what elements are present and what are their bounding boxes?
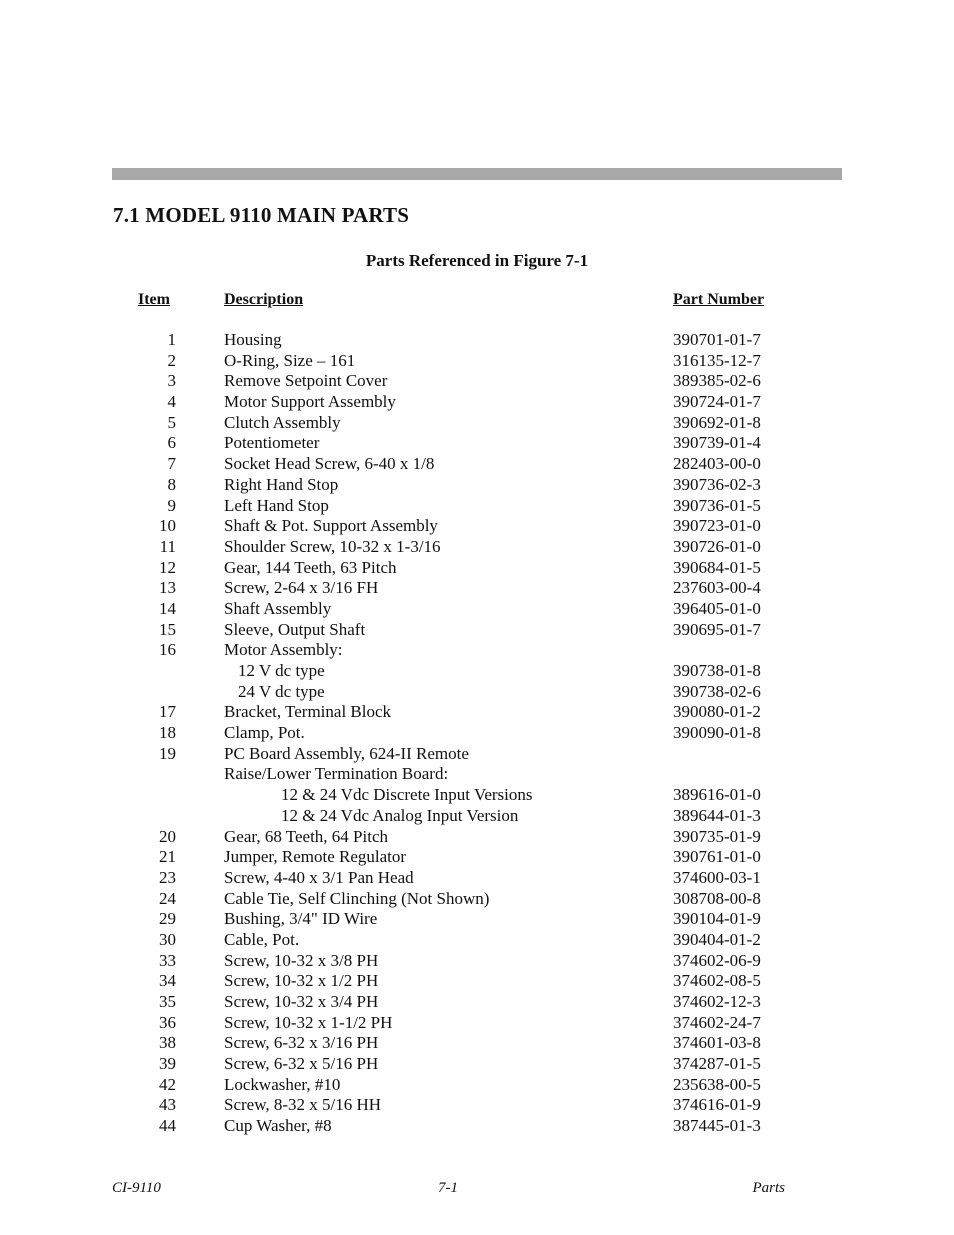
row-description: Screw, 6-32 x 5/16 PH xyxy=(224,1054,379,1074)
row-part-number: 396405-01-0 xyxy=(673,598,761,618)
column-header-description: Description xyxy=(224,291,304,308)
table-row xyxy=(0,558,954,579)
footer-section-name: Parts xyxy=(752,1180,785,1196)
row-item-number: 8 xyxy=(167,474,176,494)
row-part-number: 390736-02-3 xyxy=(673,474,761,494)
table-row xyxy=(0,1075,954,1096)
row-part-number: 390724-01-7 xyxy=(673,392,761,412)
row-description: Screw, 8-32 x 5/16 HH xyxy=(224,1095,382,1115)
section-rule-bar xyxy=(112,168,842,180)
row-part-number: 374601-03-8 xyxy=(673,1033,761,1053)
row-part-number: 389644-01-3 xyxy=(673,805,761,825)
row-description: Screw, 10-32 x 3/4 PH xyxy=(224,992,379,1011)
table-row xyxy=(0,992,954,1013)
row-part-number: 316135-12-7 xyxy=(673,350,761,370)
table-row xyxy=(0,599,954,620)
row-item-number: 6 xyxy=(167,433,176,453)
row-description: Housing xyxy=(224,330,282,349)
table-row xyxy=(0,1116,954,1137)
row-description: Remove Setpoint Cover xyxy=(224,371,388,391)
row-part-number: 374616-01-9 xyxy=(673,1095,761,1115)
row-item-number: 21 xyxy=(159,847,176,867)
table-row xyxy=(0,889,954,910)
row-description: Screw, 2-64 x 3/16 FH xyxy=(224,578,379,598)
row-item-number: 17 xyxy=(159,702,176,722)
row-part-number: 390736-01-5 xyxy=(673,495,761,515)
row-item-number: 13 xyxy=(159,578,176,598)
column-header-item: Item xyxy=(138,291,170,308)
row-part-number: 390104-01-9 xyxy=(673,909,761,929)
table-row xyxy=(0,744,954,765)
row-description: Socket Head Screw, 6-40 x 1/8 xyxy=(224,454,435,474)
row-part-number: 390738-02-6 xyxy=(673,681,761,701)
row-description: Screw, 10-32 x 3/8 PH xyxy=(224,950,379,970)
row-part-number: 390692-01-8 xyxy=(673,412,761,432)
table-row xyxy=(0,951,954,972)
table-row xyxy=(0,1054,954,1075)
table-row xyxy=(0,392,954,413)
row-part-number: 235638-00-5 xyxy=(673,1074,761,1094)
table-row xyxy=(0,930,954,951)
row-description: Screw, 10-32 x 1/2 PH xyxy=(224,971,379,991)
row-description: Clutch Assembly xyxy=(224,412,341,432)
row-description: Bracket, Terminal Block xyxy=(224,702,392,722)
footer-document-id: CI-9110 xyxy=(112,1180,161,1196)
row-item-number: 16 xyxy=(159,640,176,660)
row-item-number: 10 xyxy=(159,516,176,536)
table-row xyxy=(0,516,954,537)
row-description: Shaft Assembly xyxy=(224,598,332,618)
row-part-number: 387445-01-3 xyxy=(673,1116,761,1136)
row-description: 12 & 24 Vdc Analog Input Version xyxy=(281,805,519,825)
table-row xyxy=(0,640,954,661)
table-row xyxy=(0,847,954,868)
table-row xyxy=(0,454,954,475)
row-description: Screw, 6-32 x 3/16 PH xyxy=(224,1033,379,1053)
row-part-number: 389616-01-0 xyxy=(673,785,761,805)
row-description: Motor Assembly: xyxy=(224,640,343,660)
table-row xyxy=(0,475,954,496)
parts-table-body xyxy=(0,330,954,1137)
row-description: Bushing, 3/4" ID Wire xyxy=(224,909,378,929)
row-description: Cable, Pot. xyxy=(224,929,300,949)
row-part-number: 390761-01-0 xyxy=(673,847,761,867)
table-row xyxy=(0,330,954,351)
table-row xyxy=(0,413,954,434)
row-item-number: 14 xyxy=(159,598,176,618)
row-description: 12 V dc type xyxy=(238,661,325,680)
row-item-number: 34 xyxy=(159,971,176,991)
row-part-number: 390684-01-5 xyxy=(673,557,761,577)
row-part-number: 374600-03-1 xyxy=(673,867,761,887)
row-part-number: 390739-01-4 xyxy=(673,433,761,453)
table-row xyxy=(0,785,954,806)
row-description: Clamp, Pot. xyxy=(224,723,305,743)
row-description: Motor Support Assembly xyxy=(224,392,396,412)
row-item-number: 2 xyxy=(167,350,176,370)
row-part-number: 390695-01-7 xyxy=(673,619,761,639)
row-part-number: 237603-00-4 xyxy=(673,578,761,598)
row-item-number: 38 xyxy=(159,1033,176,1053)
table-row xyxy=(0,806,954,827)
row-item-number: 36 xyxy=(159,1012,176,1032)
row-description: Cable Tie, Self Clinching (Not Shown) xyxy=(224,888,490,908)
table-row xyxy=(0,661,954,682)
row-description: O-Ring, Size – 161 xyxy=(224,350,356,370)
table-row xyxy=(0,723,954,744)
row-description: Left Hand Stop xyxy=(224,495,329,515)
table-row xyxy=(0,764,954,785)
table-row xyxy=(0,868,954,889)
row-part-number: 390080-01-2 xyxy=(673,702,761,722)
table-row xyxy=(0,351,954,372)
table-caption: Parts Referenced in Figure 7-1 xyxy=(365,251,589,270)
row-description: 12 & 24 Vdc Discrete Input Versions xyxy=(281,785,533,805)
row-description: Gear, 144 Teeth, 63 Pitch xyxy=(224,557,397,577)
table-row xyxy=(0,971,954,992)
row-item-number: 33 xyxy=(159,950,176,970)
row-part-number: 390726-01-0 xyxy=(673,536,761,556)
table-row xyxy=(0,1095,954,1116)
row-part-number: 390723-01-0 xyxy=(673,516,761,536)
row-item-number: 20 xyxy=(159,826,176,846)
table-row xyxy=(0,827,954,848)
row-item-number: 43 xyxy=(159,1095,176,1115)
row-description: 24 V dc type xyxy=(238,681,325,701)
row-part-number: 374602-08-5 xyxy=(673,971,761,991)
row-item-number: 24 xyxy=(159,888,176,908)
row-item-number: 5 xyxy=(167,412,176,432)
table-row xyxy=(0,909,954,930)
row-description: Potentiometer xyxy=(224,433,320,453)
footer-page-number: 7-1 xyxy=(438,1180,458,1196)
table-row xyxy=(0,433,954,454)
table-row xyxy=(0,537,954,558)
row-description: Raise/Lower Termination Board: xyxy=(224,764,449,784)
row-item-number: 15 xyxy=(159,619,176,639)
section-title: 7.1 MODEL 9110 MAIN PARTS xyxy=(113,203,410,227)
row-item-number: 29 xyxy=(159,909,176,929)
row-part-number: 374287-01-5 xyxy=(673,1054,761,1074)
row-description: Shaft & Pot. Support Assembly xyxy=(224,516,438,536)
row-part-number: 282403-00-0 xyxy=(673,454,761,474)
table-row xyxy=(0,578,954,599)
row-part-number: 390735-01-9 xyxy=(673,826,761,846)
row-part-number: 390404-01-2 xyxy=(673,929,761,949)
row-description: Screw, 4-40 x 3/1 Pan Head xyxy=(224,867,414,887)
row-description: Gear, 68 Teeth, 64 Pitch xyxy=(224,826,388,846)
row-item-number: 30 xyxy=(159,929,176,949)
row-description: Shoulder Screw, 10-32 x 1-3/16 xyxy=(224,536,441,556)
row-part-number: 389385-02-6 xyxy=(673,371,761,391)
table-row xyxy=(0,620,954,641)
row-description: Right Hand Stop xyxy=(224,474,339,494)
row-item-number: 11 xyxy=(159,536,176,556)
row-description: Screw, 10-32 x 1-1/2 PH xyxy=(224,1012,393,1032)
row-description: Cup Washer, #8 xyxy=(224,1116,332,1136)
row-item-number: 9 xyxy=(167,495,176,515)
table-row xyxy=(0,371,954,392)
row-description: PC Board Assembly, 624-II Remote xyxy=(224,743,469,763)
row-part-number: 374602-06-9 xyxy=(673,950,761,970)
row-item-number: 39 xyxy=(159,1054,176,1074)
table-row xyxy=(0,682,954,703)
row-item-number: 44 xyxy=(159,1116,176,1136)
row-item-number: 3 xyxy=(167,371,176,391)
row-item-number: 1 xyxy=(167,330,176,349)
row-description: Lockwasher, #10 xyxy=(224,1074,341,1094)
column-header-part-number: Part Number xyxy=(673,291,765,308)
row-item-number: 42 xyxy=(159,1074,176,1094)
row-item-number: 19 xyxy=(159,743,176,763)
row-part-number: 374602-12-3 xyxy=(673,992,761,1011)
row-description: Jumper, Remote Regulator xyxy=(224,847,407,867)
row-item-number: 18 xyxy=(159,723,176,743)
table-row xyxy=(0,1033,954,1054)
row-part-number: 308708-00-8 xyxy=(673,888,761,908)
row-description: Sleeve, Output Shaft xyxy=(224,619,366,639)
row-part-number: 374602-24-7 xyxy=(673,1012,761,1032)
table-row xyxy=(0,702,954,723)
row-part-number: 390090-01-8 xyxy=(673,723,761,743)
table-row xyxy=(0,496,954,517)
row-item-number: 4 xyxy=(167,392,176,412)
row-item-number: 12 xyxy=(159,557,176,577)
row-part-number: 390701-01-7 xyxy=(673,330,761,349)
row-item-number: 23 xyxy=(159,867,176,887)
row-item-number: 35 xyxy=(159,992,176,1011)
table-row xyxy=(0,1013,954,1034)
row-part-number: 390738-01-8 xyxy=(673,661,761,680)
row-item-number: 7 xyxy=(167,454,176,474)
